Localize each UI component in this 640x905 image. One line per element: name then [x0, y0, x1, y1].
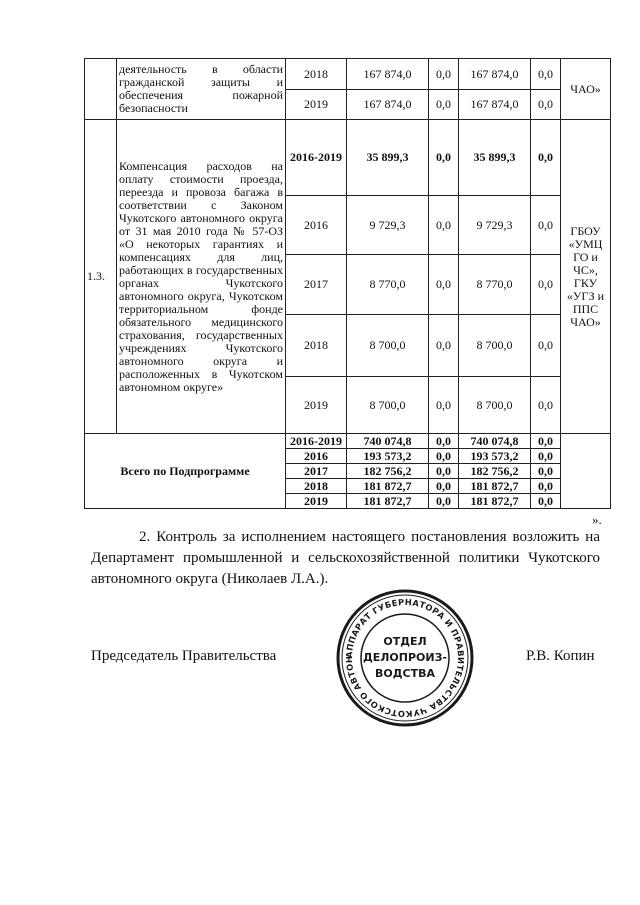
year-cell: 2016-2019 [286, 434, 347, 449]
other-cell: 0,0 [531, 494, 561, 509]
other-cell: 0,0 [531, 196, 561, 255]
okrug-cell: 167 874,0 [459, 90, 531, 120]
okrug-cell: 8 700,0 [459, 377, 531, 434]
okrug-cell: 740 074,8 [459, 434, 531, 449]
okrug-cell: 182 756,2 [459, 464, 531, 479]
year-cell: 2018 [286, 479, 347, 494]
federal-cell: 0,0 [429, 377, 459, 434]
table-row [85, 59, 611, 90]
total-cell: 8 770,0 [347, 255, 429, 315]
total-cell: 181 872,7 [347, 494, 429, 509]
total-cell: 740 074,8 [347, 434, 429, 449]
year-cell: 2018 [286, 59, 347, 90]
total-cell: 8 700,0 [347, 315, 429, 377]
federal-cell: 0,0 [429, 315, 459, 377]
svg-text:ВОДСТВА: ВОДСТВА [374, 667, 436, 680]
federal-cell: 0,0 [429, 59, 459, 90]
total-cell: 181 872,7 [347, 479, 429, 494]
federal-cell: 0,0 [429, 434, 459, 449]
table-row [85, 120, 611, 196]
year-cell: 2019 [286, 90, 347, 120]
other-cell: 0,0 [531, 479, 561, 494]
year-cell: 2019 [286, 377, 347, 434]
svg-text:ОТДЕЛ: ОТДЕЛ [383, 635, 427, 648]
signatory-position: Председатель Правительства [91, 648, 277, 664]
other-cell: 0,0 [531, 90, 561, 120]
svg-text:ДЕЛОПРОИЗ-: ДЕЛОПРОИЗ- [362, 651, 448, 664]
total-cell: 182 756,2 [347, 464, 429, 479]
total-cell: 35 899,3 [347, 120, 429, 196]
federal-cell: 0,0 [429, 464, 459, 479]
other-cell: 0,0 [531, 59, 561, 90]
other-cell: 0,0 [531, 377, 561, 434]
federal-cell: 0,0 [429, 196, 459, 255]
signatory-name: Р.В. Копин [526, 648, 595, 664]
item-description: деятельность в области гражданской защиты и обеспечения пожарной безопасности [117, 59, 286, 120]
other-cell: 0,0 [531, 449, 561, 464]
federal-cell: 0,0 [429, 255, 459, 315]
item-number-cell [85, 59, 117, 120]
item-description: Компенсация расходов на оплату стоимости проезда, переезда и провоза багажа в соответствии с Законом Чукотского автономного округа от 31 мая 2010 года № 57-ОЗ «О некоторых гарантиях и компенсациях для лиц, работающих в государственных органах Чукотского автономного округа, Чукотском территориальном фонде обязательного медицинского страхования, государственных учреждениях Чукотского автономного округа и расположенных в Чукотском автономном округе» [117, 120, 286, 434]
year-cell: 2016 [286, 196, 347, 255]
total-cell: 167 874,0 [347, 90, 429, 120]
okrug-cell: 181 872,7 [459, 494, 531, 509]
other-cell: 0,0 [531, 120, 561, 196]
svg-text:АППАРАТ ГУБЕРНАТОРА И ПРАВИТЕЛ: АППАРАТ ГУБЕРНАТОРА И ПРАВИТЕЛЬСТВА ЧУКОТСКОГО АВТОН [343, 596, 467, 720]
okrug-cell: 167 874,0 [459, 59, 531, 90]
okrug-cell: 8 770,0 [459, 255, 531, 315]
okrug-cell: 181 872,7 [459, 479, 531, 494]
federal-cell: 0,0 [429, 494, 459, 509]
year-cell: 2019 [286, 494, 347, 509]
control-paragraph: 2. Контроль за исполнением настоящего постановления возложить на Департамент промышленной и сельскохозяйственной политики Чукотского автономного округа (Николаев Л.А.). [91, 529, 600, 587]
total-label: Всего по Подпрограмме [85, 434, 286, 509]
table-row [85, 434, 611, 449]
okrug-cell: 35 899,3 [459, 120, 531, 196]
okrug-cell: 8 700,0 [459, 315, 531, 377]
executor-cell: ГБОУ «УМЦ ГО и ЧС», ГКУ «УГЗ и ППС ЧАО» [561, 120, 611, 434]
federal-cell: 0,0 [429, 120, 459, 196]
other-cell: 0,0 [531, 315, 561, 377]
federal-cell: 0,0 [429, 449, 459, 464]
item-number-cell: 1.3. [85, 120, 117, 434]
total-cell: 193 573,2 [347, 449, 429, 464]
year-cell: 2018 [286, 315, 347, 377]
year-cell: 2017 [286, 255, 347, 315]
other-cell: 0,0 [531, 464, 561, 479]
year-cell: 2016 [286, 449, 347, 464]
total-cell: 8 700,0 [347, 377, 429, 434]
executor-cell: ЧАО» [561, 59, 611, 120]
total-cell: 9 729,3 [347, 196, 429, 255]
total-cell: 167 874,0 [347, 59, 429, 90]
other-cell: 0,0 [531, 255, 561, 315]
year-cell: 2017 [286, 464, 347, 479]
federal-cell: 0,0 [429, 90, 459, 120]
federal-cell: 0,0 [429, 479, 459, 494]
other-cell: 0,0 [531, 434, 561, 449]
official-seal [335, 588, 475, 733]
closing-quote-mark: ». [592, 512, 602, 527]
year-cell: 2016-2019 [286, 120, 347, 196]
okrug-cell: 9 729,3 [459, 196, 531, 255]
executor-cell [561, 434, 611, 509]
okrug-cell: 193 573,2 [459, 449, 531, 464]
budget-table [84, 58, 611, 509]
